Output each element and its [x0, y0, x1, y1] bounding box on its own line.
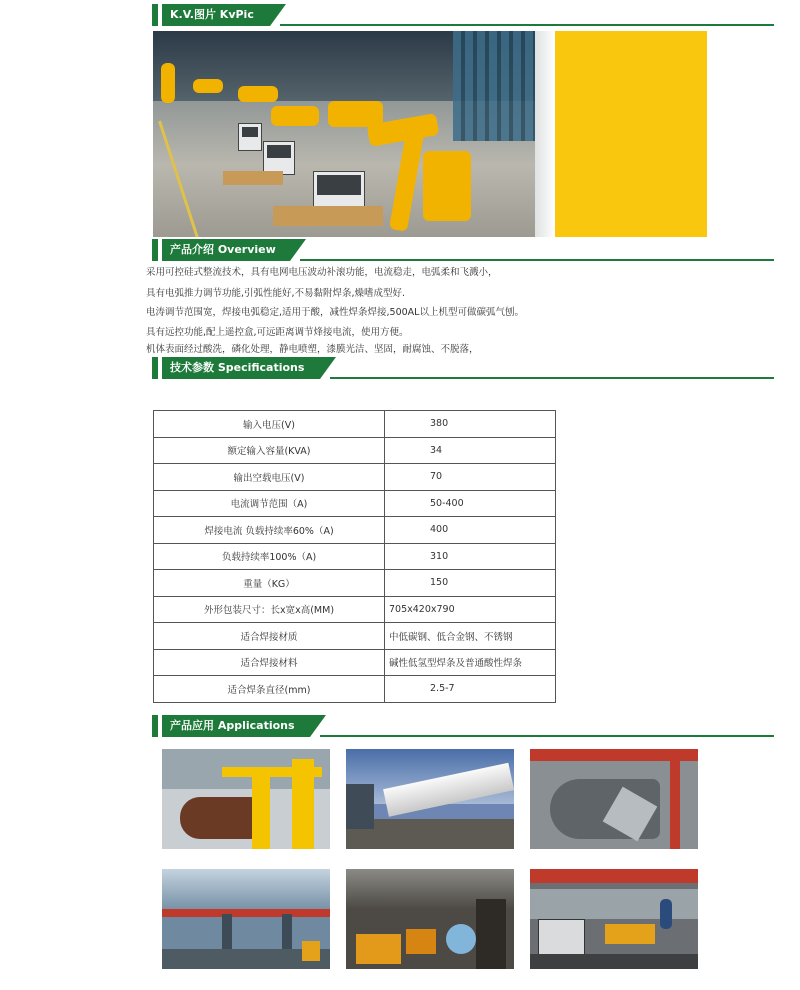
overview-line-2: 具有电弧推力调节功能,引弧性能好,不易黏附焊条,燥嗜成型好. — [146, 288, 406, 299]
section-title-kv: K.V.图片 KvPic — [162, 4, 270, 26]
spec-value: 34 — [430, 444, 443, 456]
overview-line-3: 电涛调节范围宽，焊接电弧稳定,适用于酸，减性焊条焊接,500AL以上机型可做碳弧气刨。 — [146, 307, 524, 318]
section-title-specs: 技术参数 Specifications — [162, 357, 320, 379]
section-header-specs — [152, 357, 774, 379]
spec-value: 150 — [430, 577, 449, 589]
spec-value: 400 — [430, 524, 449, 536]
application-photo-steel-structure — [162, 869, 330, 969]
spec-value: 碱性低氢型焊条及普通酸性焊条 — [389, 658, 523, 670]
spec-label: 焊接电流 负载持续率60%（A) — [154, 517, 385, 544]
application-photo-wind-tower — [346, 749, 514, 849]
spec-value: 705x420x790 — [389, 603, 455, 615]
spec-row — [154, 596, 556, 623]
spec-row — [154, 517, 556, 544]
spec-row — [154, 649, 556, 676]
spec-label: 重量（KG） — [154, 570, 385, 597]
spec-label: 电流调节范围（A) — [154, 490, 385, 517]
spec-row — [154, 437, 556, 464]
overview-line-5: 机体表面经过酸洗，磷化处理，静电喷塑，漆膜光洁、坚固，耐腐蚀、不脱落， — [146, 344, 479, 355]
section-header-kv — [152, 4, 774, 26]
spec-value: 中低碳钢、低合金钢、不锈钢 — [389, 631, 513, 643]
spec-value: 310 — [430, 550, 449, 562]
spec-label: 负载持续率100%（A) — [154, 543, 385, 570]
overview-line-4: 具有远控功能,配上遥控盒,可远距离调节烽接电流，使用方便。 — [146, 327, 409, 338]
section-title-applications: 产品应用 Applications — [162, 715, 310, 737]
overview-line-1: 采用可控硅式整流技术，具有电网电压波动补滚功能，电流稳走，电弧柔和飞溅小， — [146, 267, 498, 278]
spec-row — [154, 411, 556, 438]
application-photo-pipe-welding-gantry — [162, 749, 330, 849]
spec-label: 外形包装尺寸：长x宽x高(MM) — [154, 596, 385, 623]
kv-photo-welding-robots — [153, 31, 707, 237]
spec-row — [154, 543, 556, 570]
application-photo-workers-welding — [530, 869, 698, 969]
spec-value: 2.5-7 — [430, 683, 455, 695]
spec-row — [154, 464, 556, 491]
specifications-table — [153, 410, 556, 703]
spec-label: 适合焊接材质 — [154, 623, 385, 650]
section-header-applications — [152, 715, 774, 737]
application-photo-welding-workshop — [346, 869, 514, 969]
spec-label: 适合焊条直径(mm) — [154, 676, 385, 703]
spec-row — [154, 490, 556, 517]
spec-value: 70 — [430, 471, 443, 483]
spec-value: 380 — [430, 418, 449, 430]
spec-label: 额定输入容量(KVA) — [154, 437, 385, 464]
application-photo-ship-section — [530, 749, 698, 849]
spec-label: 适合焊接材料 — [154, 649, 385, 676]
spec-label: 输出空载电压(V) — [154, 464, 385, 491]
spec-value: 50-400 — [430, 497, 464, 509]
section-header-overview — [152, 239, 774, 261]
spec-row — [154, 623, 556, 650]
spec-label: 输入电压(V) — [154, 411, 385, 438]
spec-row — [154, 570, 556, 597]
spec-row — [154, 676, 556, 703]
section-title-overview: 产品介绍 Overview — [162, 239, 290, 261]
